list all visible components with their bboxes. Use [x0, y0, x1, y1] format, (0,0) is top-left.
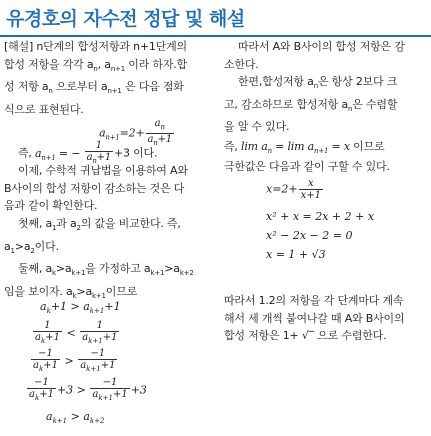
- text-line: 합성 저항을 각각 $a_n$, $a_{n+1}$ 이라 하자.합: [4, 57, 187, 73]
- text-line: 해서 세 개씩 붙여나갈 때 A와 B사이의: [224, 311, 405, 325]
- inequality-1: $a_k+1 > a_{k+1}+1$: [40, 300, 121, 316]
- inequality-5: $a_{k+1} > a_{k+2}$: [46, 410, 105, 426]
- text-line: B사이의 합성 저항이 감소하는 것은 다: [4, 181, 185, 195]
- text-line: 즉, $a_{n+1}$ = − $\frac{1}{a_n+1}$ +3 이다.: [18, 140, 158, 166]
- limit-equation-1: x=2+ $\frac{x}{x+1}$: [266, 178, 322, 201]
- right-column: [224, 38, 428, 175]
- text-line: 따라서 1.2의 저항을 각 단계마다 계속: [224, 294, 404, 307]
- text-line: 둘째, $a_k>a_{k+1}$을 가정하고 $a_{k+1}>a_{k+2}$: [18, 262, 194, 278]
- text-line: [해설] n단계의 합성저항과 n+1단계의: [4, 40, 187, 53]
- limit-line: 즉, $\lim a_n = \lim a_{n+1} = x$ 이므로: [224, 139, 385, 156]
- text-line: 음과 같이 확인한다.: [4, 199, 98, 213]
- inequality-4: $\frac{-1}{a_k+1}$ +3 > $\frac{-1}{a_{k+1}+1}$ +3: [29, 377, 147, 402]
- text-line: 첫째, $a_1$과 $a_2$의 값을 비교한다. 즉,: [18, 216, 181, 233]
- text-line: 따라서 A와 B사이의 합성 저항은 감: [238, 40, 405, 53]
- page-title: 유경호의 자수전 정답 및 해설: [6, 8, 245, 30]
- recurrence-equation: $a_{n+1}=2+$ $\frac{a_n}{a_n+1}$: [99, 118, 172, 148]
- text-line: 임을 보이자. $a_k>a_{k+1}$이므로: [4, 284, 138, 301]
- text-line: 극한값은 다음과 같이 구할 수 있다.: [224, 159, 390, 173]
- text-line: 이제, 수학적 귀납법을 이용하여 A와: [18, 164, 188, 178]
- conclusion-block: [224, 292, 428, 345]
- inequality-3: $\frac{-1}{a_k+1}$ > $\frac{-1}{a_{k+1}+1}$: [33, 348, 116, 373]
- text-line: 을 알 수 있다.: [224, 120, 290, 134]
- inequality-2: $\frac{1}{a_k+1}$ < $\frac{1}{a_{k+1}+1}$: [35, 320, 118, 345]
- limit-equation-2: x² + x = 2x + 2 + x: [266, 210, 375, 223]
- text-line: 식으로 표현된다.: [4, 102, 84, 116]
- limit-equation-3: x² − 2x − 2 = 0: [266, 229, 353, 242]
- text-line: 소한다.: [224, 57, 259, 71]
- text-line: 한편,합성저항 $a_n$은 항상 2보다 크: [238, 75, 398, 91]
- text-line: 고, 감소하므로 합성저항 $a_n$은 수렴할: [224, 97, 398, 113]
- text-line: 성 저항 $a_n$ 으로부터 $a_{n+1}$ 은 다음 점화: [4, 80, 184, 96]
- limit-equation-4: x = 1 + √3: [266, 248, 326, 261]
- left-column: [4, 38, 210, 306]
- text-line: $a_1>a_2$이다.: [4, 239, 59, 255]
- title-underline: [0, 35, 431, 37]
- text-line: 합성 저항은 1+ √‾ 으로 수렴한다.: [224, 329, 387, 342]
